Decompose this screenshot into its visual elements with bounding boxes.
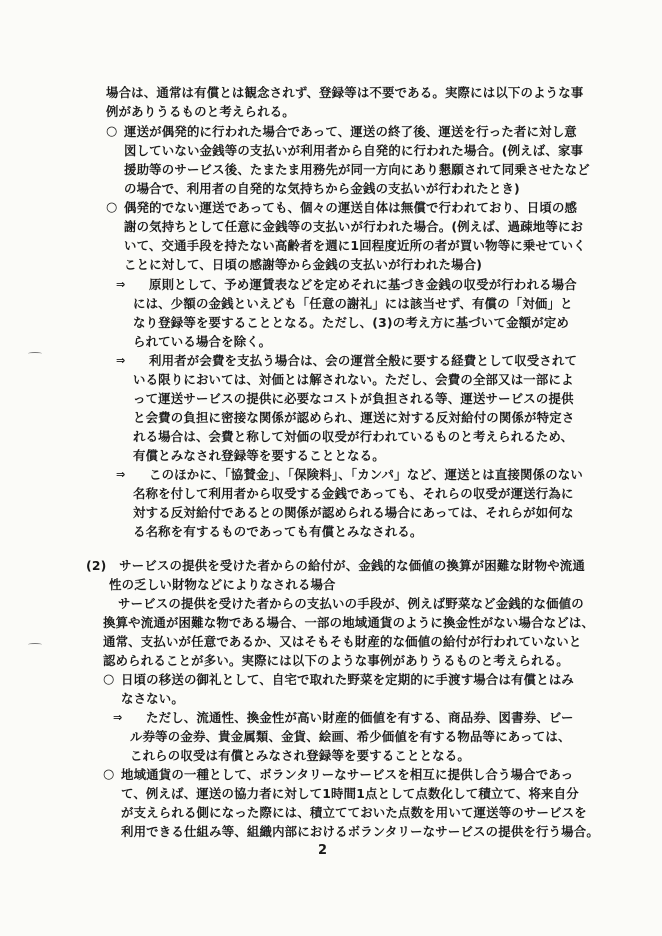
text-line: 偶発的でない運送であっても、個々の運送自体は無償で行われており、日頃の感 [124, 200, 578, 215]
text-line: 場合は、通常は有償とは観念されず、登録等は不要である。実際には以下のような事 [106, 85, 584, 100]
text-line: 図していない金銭等の支払いが利用者から自発的に行われた場合。(例えば、家事 [124, 143, 584, 158]
scan-mark [28, 352, 42, 355]
text-line: て、例えば、運送の協力者に対して1時間1点として点数化して積立て、将来自分 [121, 786, 579, 801]
text-line: が支えられる側になった際には、積立てておいた点数を用いて運送等のサービスを [121, 805, 587, 820]
text-line: ル券等の金券、貴金属類、金貨、絵画、希少価値を有する物品等にあっては、 [130, 729, 571, 744]
text-line: には、少額の金銭といえども「任意の謝礼」には該当せず、有償の「対価」と [133, 296, 573, 311]
text-line: 利用者が会費を支払う場合は、会の運営全般に要する経費として収受されて [149, 353, 578, 368]
bullet-circle: ○ [106, 124, 118, 139]
text-line: 名称を付して利用者から収受する金銭であっても、それらの収受が運送行為に [133, 486, 574, 501]
text-line: ただし、流通性、換金性が高い財産的価値を有する、商品券、図書券、ビー [146, 710, 574, 725]
text-line: なさない。 [121, 691, 184, 706]
bullet-circle: ○ [103, 767, 115, 782]
bullet-circle: ○ [106, 200, 118, 215]
text-line: って運送サービスの提供に必要なコストが負担される等、運送サービスの提供 [133, 391, 574, 406]
text-line: なり登録等を要することとなる。ただし、(3)の考え方に基づいて金額が定め [133, 315, 570, 330]
text-line: サービスの提供を受けた者からの支払いの手段が、例えば野菜など金銭的な価値の [118, 596, 584, 611]
text-line: 換算や流通が困難な物である場合、一部の地域通貨のように換金性がない場合などは、 [103, 615, 595, 630]
page-number: 2 [318, 843, 328, 858]
text-line: られている場合を除く。 [133, 334, 272, 349]
text-line: 有償とみなされ登録等を要することとなる。 [133, 448, 385, 463]
text-line: 地域通貨の一種として、ボランタリーなサービスを相互に提供し合う場合であっ [121, 767, 574, 782]
text-line: 運送が偶発的に行われた場合であって、運送の終了後、運送を行った者に対し意 [124, 124, 577, 139]
text-line: れる場合は、会費と称して対価の収受が行われているものと考えられるため、 [133, 429, 574, 444]
text-line: 利用できる仕組み等、組織内部におけるボランタリーなサービスの提供を行う場合。 [121, 824, 599, 839]
text-line: いる限りにおいては、対価とは解されない。ただし、会費の全部又は一部によ [133, 372, 574, 387]
arrow-icon: ⇒ [113, 711, 123, 724]
arrow-icon: ⇒ [116, 354, 126, 367]
text-line: 援助等のサービス後、たまたま用務先が同一方向にあり懇願されて同乗させたなど [124, 162, 590, 177]
text-line: このほかに、「協賛金」、「保険料」、「カンパ」など、運送とは直接関係のない [149, 467, 583, 482]
text-line: 日頃の移送の御礼として、自宅で取れた野菜を定期的に手渡す場合は有償とはみ [121, 672, 575, 687]
text-line: 謝の気持ちとして任意に金銭等の支払いが行われた場合。(例えば、過疎地等にお [124, 219, 584, 234]
text-line: 通常、支払いが任意であるか、又はそもそも財産的な価値の給付が行われていないと [103, 634, 582, 649]
text-line: 例がありうるものと考えられる。 [106, 104, 295, 119]
text-line: 対する反対給付であるとの関係が認められる場合にあっては、それらが如何な [133, 505, 574, 520]
text-line: ことに対して、日頃の感謝等から金銭の支払いが行われた場合) [124, 257, 483, 272]
arrow-icon: ⇒ [116, 468, 126, 481]
arrow-icon: ⇒ [116, 278, 126, 291]
scan-mark [28, 643, 42, 646]
section-heading: (2) サービスの提供を受けた者からの給付が、金銭的な価値の換算が困難な財物や流通 [86, 558, 585, 573]
bullet-circle: ○ [103, 672, 115, 687]
text-line: 認められることが多い。実際には以下のような事例がありうるものと考えられる。 [103, 653, 569, 668]
text-line: いて、交通手段を持たない高齢者を週に1回程度近所の者が買い物等に乗せていく [124, 238, 586, 253]
section-heading: 性の乏しい財物などによりなされる場合 [109, 577, 336, 592]
text-line: これらの収受は有償とみなされ登録等を要することとなる。 [130, 748, 470, 763]
text-line: と会費の負担に密接な関係が認められ、運送に対する反対給付の関係が特定さ [133, 410, 575, 425]
text-line: の場合で、利用者の自発的な気持ちから金銭の支払いが行われたとき) [124, 181, 520, 196]
text-line: 原則として、予め運賃表などを定めそれに基づき金銭の収受が行われる場合 [149, 277, 577, 292]
text-line: る名称を有するものであっても有償とみなされる。 [133, 524, 423, 539]
